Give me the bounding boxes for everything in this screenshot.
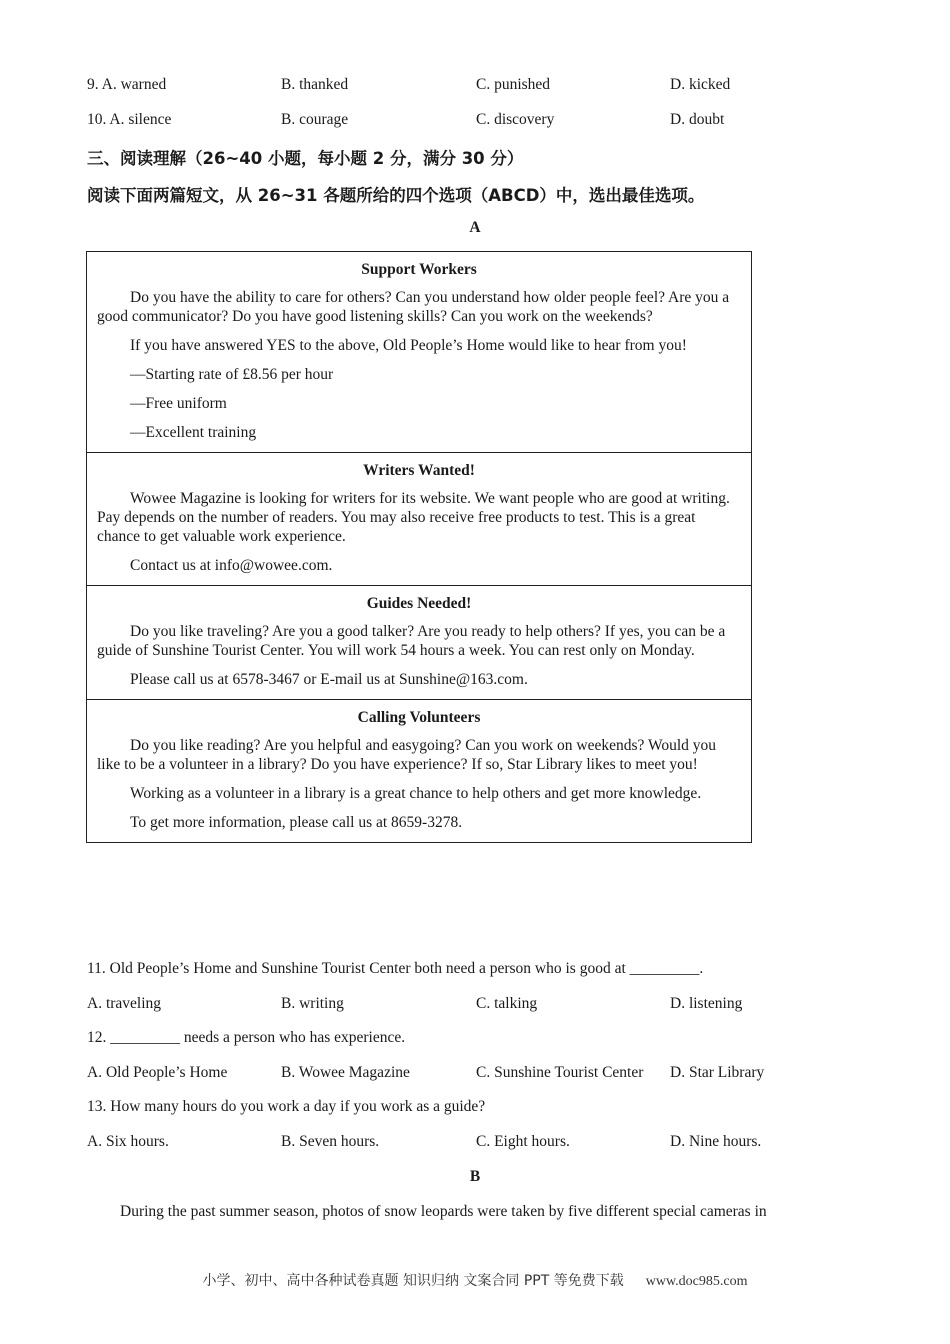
question-11-options xyxy=(87,995,847,1015)
ad-title: Guides Needed! xyxy=(366,595,472,612)
footer-url[interactable]: www.doc985.com xyxy=(645,1274,748,1289)
ad-title: Support Workers xyxy=(361,261,477,278)
ad-support-workers xyxy=(87,252,752,453)
ad-contact: To get more information, please call us at 8659-3278. xyxy=(130,814,463,831)
q11-option-a: A. traveling xyxy=(87,995,162,1012)
q12-option-c: C. Sunshine Tourist Center xyxy=(476,1064,644,1081)
passage-b-text: During the past summer season, photos of snow leopards were taken by five different special cameras in xyxy=(120,1203,767,1220)
q10-option-b: B. courage xyxy=(281,111,349,128)
question-10-options xyxy=(87,111,847,131)
passage-a-label: A xyxy=(469,219,481,236)
q11-option-d: D. listening xyxy=(670,995,743,1012)
section-3-instruction: 阅读下面两篇短文，从 26~31 各题所给的四个选项（ABCD）中，选出最佳选项。 xyxy=(87,186,705,205)
question-12-stem: 12. _________ needs a person who has experience. xyxy=(87,1029,406,1046)
q9-option-a: 9. A. warned xyxy=(87,76,167,93)
question-13-options xyxy=(87,1133,847,1153)
question-11-stem: 11. Old People’s Home and Sunshine Tourist Center both need a person who is good at _________. xyxy=(87,960,704,977)
ad-guides-needed xyxy=(87,586,752,700)
q9-option-d: D. kicked xyxy=(670,76,731,93)
job-ads-table xyxy=(86,251,752,843)
ad-benefit: —Excellent training xyxy=(130,424,257,441)
ad-benefit: —Starting rate of £8.56 per hour xyxy=(130,366,334,383)
q10-option-c: C. discovery xyxy=(476,111,555,128)
ad-paragraph: If you have answered YES to the above, Old People’s Home would like to hear from you! xyxy=(130,337,687,354)
footer-text: 小学、初中、高中各种试卷真题 知识归纳 文案合同 PPT 等免费下载 xyxy=(202,1273,624,1289)
ad-paragraph: Do you like traveling? Are you a good talker? Are you ready to help others? If yes, you can be a guide of Sunshine Tourist Center. You will work 54 hours a week. You can rest only on Monday. xyxy=(97,623,726,659)
q10-option-a: 10. A. silence xyxy=(87,111,172,128)
q13-option-a: A. Six hours. xyxy=(87,1133,169,1150)
q12-option-a: A. Old People’s Home xyxy=(87,1064,228,1081)
q13-option-d: D. Nine hours. xyxy=(670,1133,762,1150)
ad-paragraph: Wowee Magazine is looking for writers for its website. We want people who are good at writing. Pay depends on the number of readers. You may also receive free products to test. This is a great chance to get valuable work experience. xyxy=(97,490,730,545)
question-12-options xyxy=(87,1064,847,1084)
ad-paragraph: Do you have the ability to care for others? Can you understand how older people feel? Are you a good communicator? Do you have good listening skills? Can you work on the weekends? xyxy=(97,289,730,325)
ad-benefit: —Free uniform xyxy=(130,395,227,412)
question-13-stem: 13. How many hours do you work a day if you work as a guide? xyxy=(87,1098,486,1115)
q10-option-d: D. doubt xyxy=(670,111,725,128)
ad-title: Writers Wanted! xyxy=(363,462,475,479)
question-9-options xyxy=(87,76,847,96)
ad-writers-wanted xyxy=(87,453,752,586)
q13-option-c: C. Eight hours. xyxy=(476,1133,570,1150)
passage-b-label: B xyxy=(469,1168,481,1185)
q9-option-b: B. thanked xyxy=(281,76,349,93)
ad-contact: Please call us at 6578-3467 or E-mail us at Sunshine@163.com. xyxy=(130,671,528,688)
section-3-heading: 三、阅读理解（26~40 小题，每小题 2 分，满分 30 分） xyxy=(87,149,524,168)
ad-paragraph: Working as a volunteer in a library is a great chance to help others and get more knowledge. xyxy=(130,785,702,802)
q11-option-b: B. writing xyxy=(281,995,344,1012)
ad-calling-volunteers xyxy=(87,700,752,843)
ad-paragraph: Do you like reading? Are you helpful and easygoing? Can you work on weekends? Would you like to be a volunteer in a library? Do you have experience? If so, Star Library likes to meet you! xyxy=(97,737,717,773)
q13-option-b: B. Seven hours. xyxy=(281,1133,380,1150)
q12-option-b: B. Wowee Magazine xyxy=(281,1064,410,1081)
ad-title: Calling Volunteers xyxy=(357,709,481,726)
ad-contact: Contact us at info@wowee.com. xyxy=(130,557,333,574)
page-footer xyxy=(0,1270,950,1290)
q11-option-c: C. talking xyxy=(476,995,538,1012)
q12-option-d: D. Star Library xyxy=(670,1064,765,1081)
q9-option-c: C. punished xyxy=(476,76,551,93)
